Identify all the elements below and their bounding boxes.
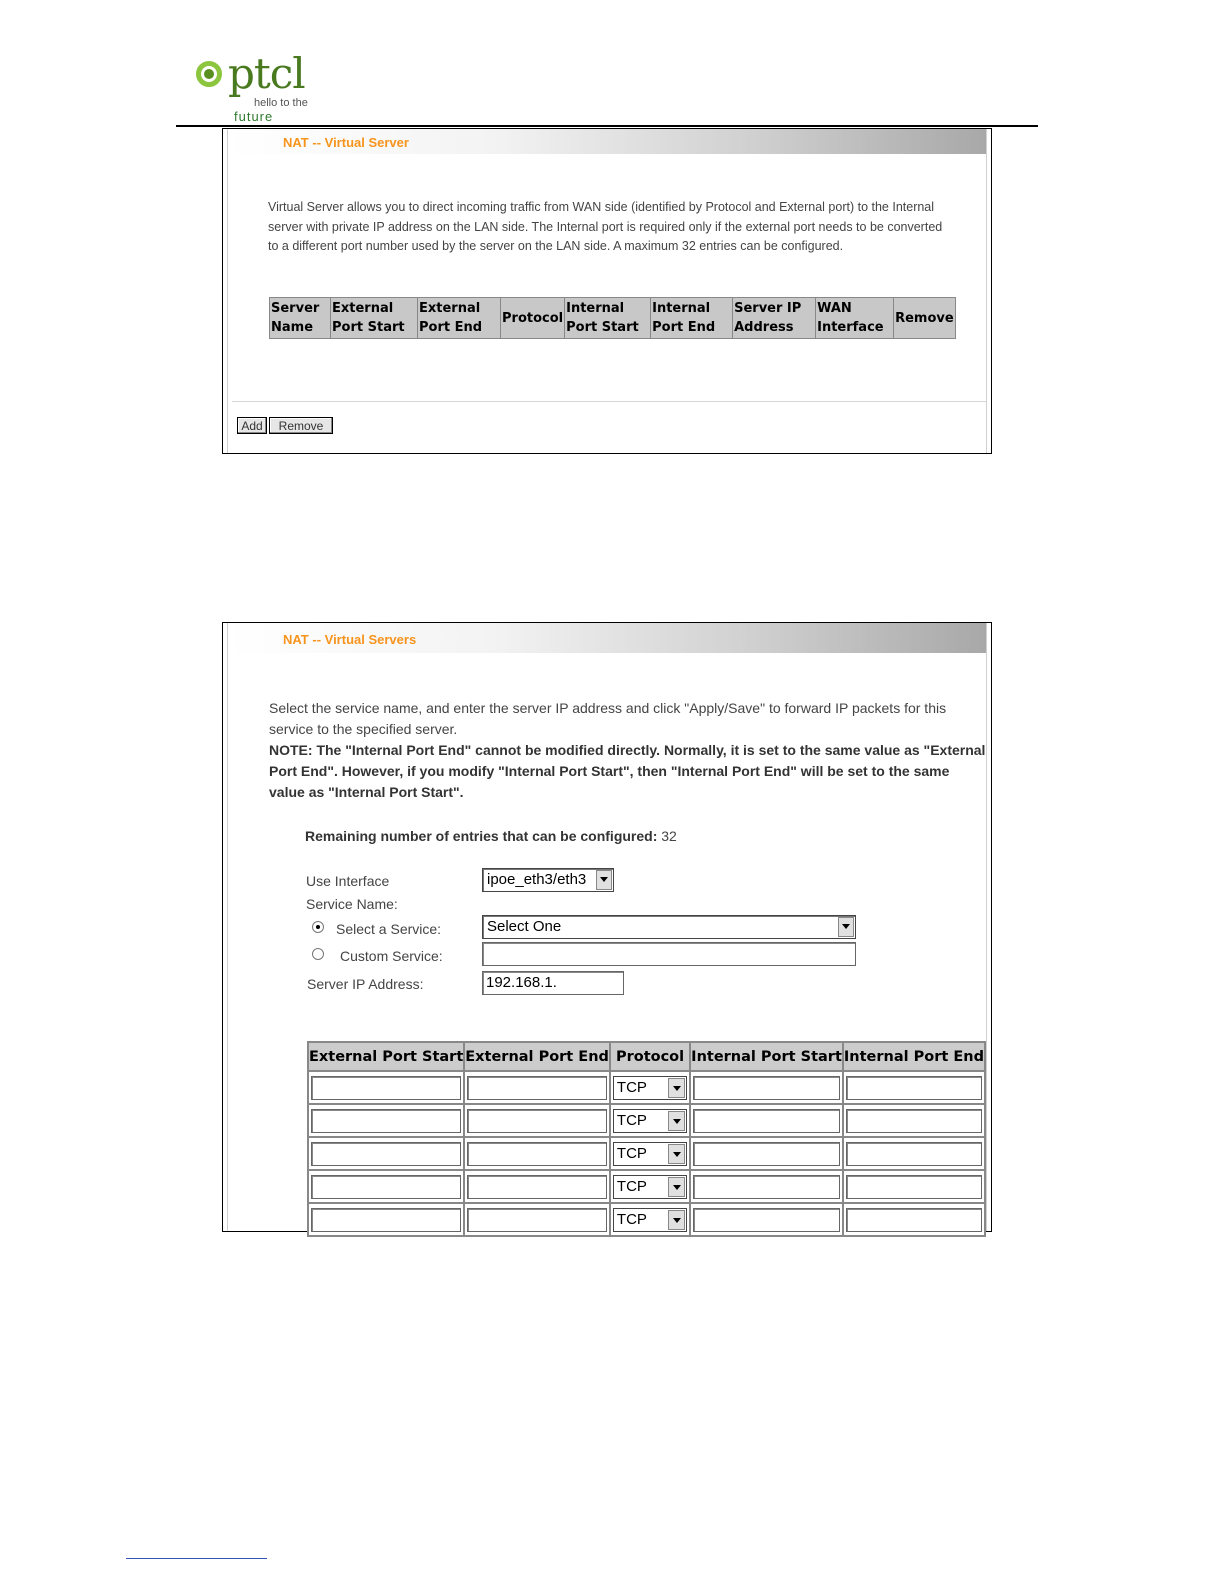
- custom-service-input[interactable]: [482, 942, 856, 966]
- select-service-label: Select a Service:: [336, 921, 442, 937]
- panel-divider: [232, 401, 986, 402]
- external-port-end-input[interactable]: [467, 1109, 607, 1133]
- custom-service-label: Custom Service:: [340, 948, 443, 964]
- note-text: NOTE: The "Internal Port End" cannot be modified directly. Normally, it is set to the same value as "External Port End". However, if you modify "Internal Port Start", then "Internal Port End" will be set to the same value as "Internal Port Start".: [269, 742, 986, 800]
- server-ip-value: 192.168.1.: [486, 974, 557, 991]
- internal-port-start-input[interactable]: [693, 1109, 840, 1133]
- server-ip-label: Server IP Address:: [307, 976, 424, 992]
- col-internal-port-end: Internal Port End: [843, 1042, 985, 1071]
- internal-port-end-input[interactable]: [846, 1208, 982, 1232]
- col-external-port-end: External Port End: [418, 298, 501, 339]
- ptcl-logo: [194, 49, 324, 126]
- chevron-down-icon[interactable]: [668, 1111, 685, 1131]
- add-button[interactable]: Add: [237, 417, 267, 434]
- col-server-ip: Server IP Address: [733, 298, 816, 339]
- virtual-server-table: [269, 297, 956, 339]
- logo-tagline-bottom: future: [234, 109, 274, 124]
- external-port-start-input[interactable]: [311, 1109, 461, 1133]
- col-external-port-start: External Port Start: [308, 1042, 464, 1071]
- panel-title-bar: [228, 623, 986, 653]
- custom-service-radio[interactable]: [312, 948, 324, 960]
- panel-title: NAT -- Virtual Servers: [283, 632, 417, 647]
- intro-text: Select the service name, and enter the server IP address and click "Apply/Save" to forward IP packets for this service to the specified server.: [269, 700, 947, 737]
- internal-port-start-input[interactable]: [693, 1142, 840, 1166]
- port-mapping-table: [307, 1041, 986, 1237]
- table-row: [308, 1071, 985, 1104]
- protocol-select[interactable]: TCP: [613, 1208, 687, 1232]
- internal-port-end-input[interactable]: [846, 1175, 982, 1199]
- logo-tagline-top: hello to the: [254, 97, 308, 109]
- logo-dot-icon: [204, 69, 214, 79]
- external-port-start-input[interactable]: [311, 1208, 461, 1232]
- virtual-server-add-panel: [222, 622, 992, 1232]
- internal-port-end-input[interactable]: [846, 1142, 982, 1166]
- internal-port-end-input[interactable]: [846, 1109, 982, 1133]
- protocol-select[interactable]: TCP: [613, 1175, 687, 1199]
- internal-port-start-input[interactable]: [693, 1076, 840, 1100]
- chevron-down-icon[interactable]: [668, 1144, 685, 1164]
- table-header-row: [270, 298, 956, 339]
- panel-description: Virtual Server allows you to direct incoming traffic from WAN side (identified by Protocol and External port) to the Internal server with private IP address on the LAN side. The Internal port is required only if the external port needs to be converted to a different port number used by the server on the LAN side. A maximum 32 entries can be configured.: [268, 200, 943, 254]
- external-port-end-input[interactable]: [467, 1208, 607, 1232]
- table-row: [308, 1137, 985, 1170]
- footer-link-rule: [126, 1558, 267, 1559]
- chevron-down-icon[interactable]: [596, 870, 612, 890]
- virtual-server-list-panel: [222, 128, 992, 454]
- remaining-label: Remaining number of entries that can be configured:: [305, 828, 658, 844]
- use-interface-select[interactable]: [482, 868, 614, 892]
- table-row: [308, 1170, 985, 1203]
- logo-wordmark: ptcl: [228, 49, 305, 98]
- col-server-name: Server Name: [270, 298, 331, 339]
- chevron-down-icon[interactable]: [838, 917, 854, 937]
- protocol-select[interactable]: TCP: [613, 1142, 687, 1166]
- panel-title-bar: [228, 129, 986, 154]
- internal-port-start-input[interactable]: [693, 1208, 840, 1232]
- col-protocol: Protocol: [610, 1042, 690, 1071]
- header-divider: [176, 125, 1038, 127]
- col-protocol: Protocol: [501, 298, 565, 339]
- external-port-start-input[interactable]: [311, 1076, 461, 1100]
- use-interface-value: ipoe_eth3/eth3: [487, 871, 587, 888]
- table-row: [308, 1104, 985, 1137]
- select-service-dropdown[interactable]: [482, 915, 856, 939]
- internal-port-start-input[interactable]: [693, 1175, 840, 1199]
- external-port-end-input[interactable]: [467, 1142, 607, 1166]
- col-internal-port-start: Internal Port Start: [565, 298, 651, 339]
- service-name-label: Service Name:: [306, 896, 398, 912]
- col-external-port-start: External Port Start: [331, 298, 418, 339]
- protocol-select[interactable]: TCP: [613, 1076, 687, 1100]
- remove-button[interactable]: Remove: [269, 417, 333, 434]
- select-service-radio[interactable]: [312, 921, 324, 933]
- external-port-end-input[interactable]: [467, 1076, 607, 1100]
- chevron-down-icon[interactable]: [668, 1078, 685, 1098]
- server-ip-input[interactable]: [482, 971, 624, 995]
- port-table-header: [308, 1042, 985, 1071]
- col-remove: Remove: [894, 298, 956, 339]
- col-wan-interface: WAN Interface: [816, 298, 894, 339]
- table-row: [308, 1203, 985, 1236]
- select-service-value: Select One: [487, 918, 562, 935]
- external-port-end-input[interactable]: [467, 1175, 607, 1199]
- external-port-start-input[interactable]: [311, 1142, 461, 1166]
- remaining-value: 32: [661, 828, 677, 844]
- internal-port-end-input[interactable]: [846, 1076, 982, 1100]
- chevron-down-icon[interactable]: [668, 1210, 685, 1230]
- col-external-port-end: External Port End: [464, 1042, 610, 1071]
- remaining-entries: [305, 828, 677, 844]
- protocol-select[interactable]: TCP: [613, 1109, 687, 1133]
- panel-title: NAT -- Virtual Server: [283, 135, 409, 150]
- col-internal-port-end: Internal Port End: [651, 298, 733, 339]
- external-port-start-input[interactable]: [311, 1175, 461, 1199]
- col-internal-port-start: Internal Port Start: [690, 1042, 843, 1071]
- use-interface-label: Use Interface: [306, 873, 390, 889]
- chevron-down-icon[interactable]: [668, 1177, 685, 1197]
